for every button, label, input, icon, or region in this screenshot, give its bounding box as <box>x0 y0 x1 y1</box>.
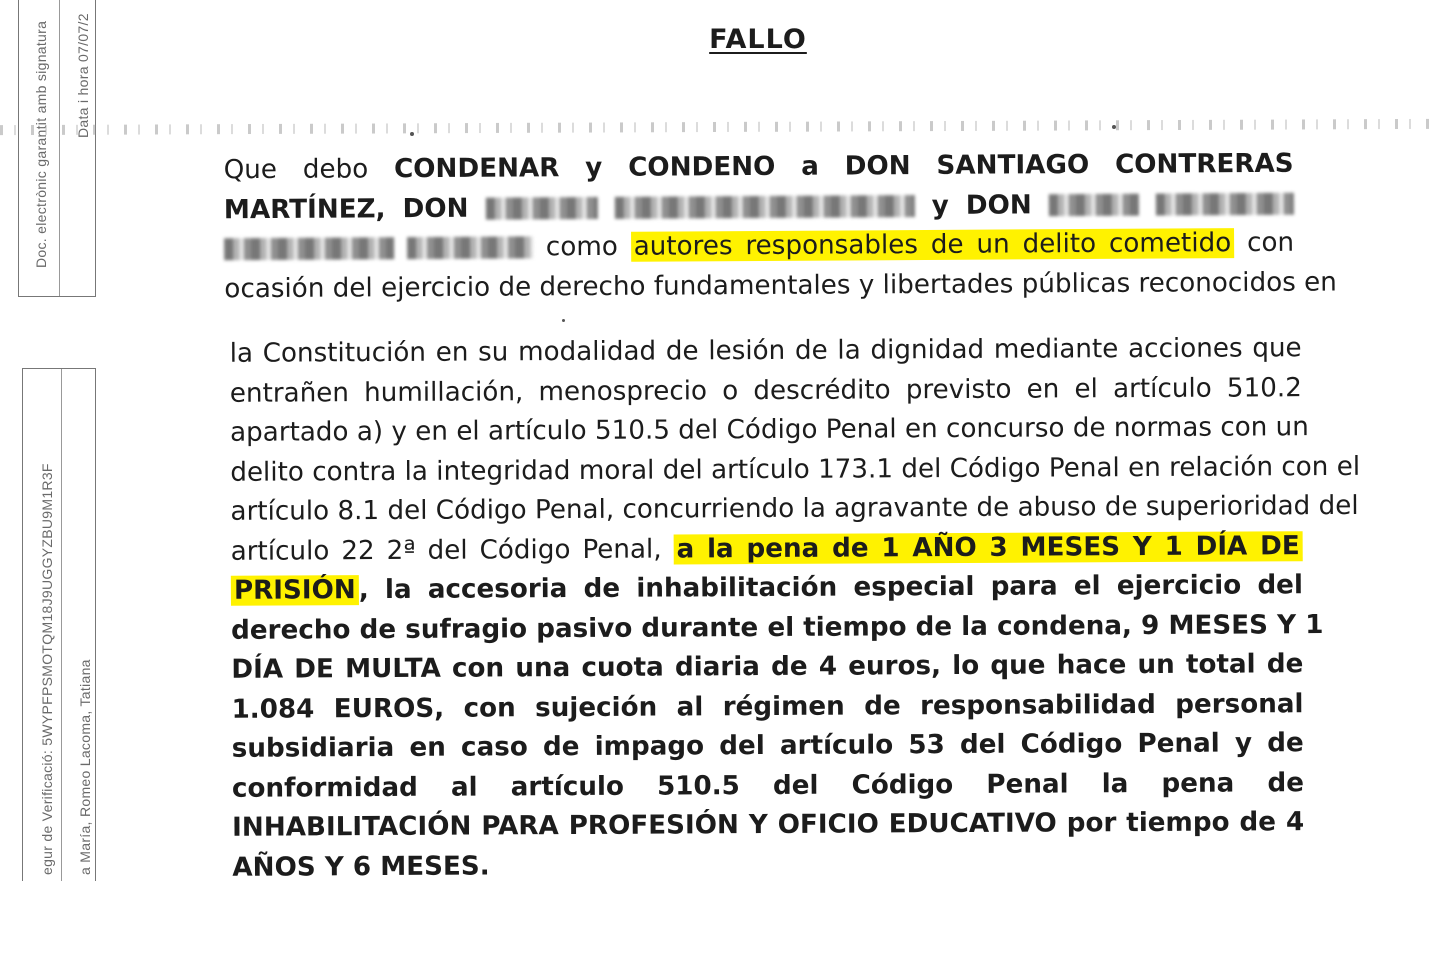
stamp-divider <box>61 369 62 881</box>
verification-stamp-box <box>22 368 96 881</box>
text-line: apartado a) y en el artículo 510.5 del Código Penal en concurso de normas con un <box>229 412 1309 448</box>
scan-speck <box>562 319 565 322</box>
highlight: a la pena de 1 AÑO 3 MESES Y 1 DÍA DE <box>674 531 1303 564</box>
text-line: la Constitución en su modalidad de lesión de la dignidad mediante acciones que <box>229 333 1302 369</box>
verification-code-text: egur de Verificació: 5WYPFPSMOTQM18J9UGGYZBU9M1R3F <box>39 463 55 875</box>
text-line: subsidiaria en caso de impago del artículo 53 del Código Penal y de <box>231 728 1304 764</box>
text-line: MARTÍNEZ, DON y DON <box>224 184 1294 230</box>
scan-speck <box>1112 125 1116 129</box>
paragraph-condena <box>223 145 1337 310</box>
scan-noise-line <box>0 119 1440 135</box>
redacted-name <box>224 237 394 260</box>
text-line: artículo 8.1 del Código Penal, concurriendo la agravante de abuso de superioridad del <box>230 490 1359 527</box>
text-line: Que debo CONDENAR y CONDENO a DON SANTIAGO CONTRERAS <box>223 148 1294 186</box>
signer-name-text: a María, Romeo Lacoma, Tatiana <box>77 659 93 875</box>
text-line: artículo 22 2ª del Código Penal, a la pena de 1 AÑO 3 MESES Y 1 DÍA DE <box>231 527 1303 572</box>
text-line: INHABILITACIÓN PARA PROFESIÓN Y OFICIO EDUCATIVO por tiempo de 4 <box>232 807 1305 843</box>
redacted-name <box>486 196 598 219</box>
text-line: AÑOS Y 6 MESES. <box>232 850 490 883</box>
scan-speck <box>410 132 414 136</box>
text-line: ocasión del ejercicio de derecho fundamentales y libertades públicas reconocidos en <box>224 266 1337 304</box>
redacted-name <box>407 236 533 259</box>
page-title: FALLO <box>709 24 807 55</box>
text-line: conformidad al artículo 510.5 del Código Penal la pena de <box>231 767 1304 804</box>
text-line: como autores responsables de un delito cometido con <box>224 224 1294 270</box>
highlight: autores responsables de un delito cometido <box>631 228 1235 262</box>
highlight: PRISIÓN <box>231 575 359 606</box>
text-line: 1.084 EUROS, con sujeción al régimen de responsabilidad personal <box>231 688 1304 725</box>
redacted-name <box>615 195 915 219</box>
timestamp-stamp-text: Data i hora 07/07/2 <box>75 13 91 138</box>
text-line: PRISIÓN , la accesoria de inhabilitación especial para el ejercicio del <box>231 566 1303 611</box>
text-line: entrañen humillación, menosprecio o descrédito previsto en el artículo 510.2 <box>229 372 1302 409</box>
text-line: delito contra la integridad moral del artículo 173.1 del Código Penal en relación con el <box>230 451 1361 488</box>
redacted-name <box>1049 193 1139 216</box>
text-line: derecho de sufragio pasivo durante el tiempo de la condena, 9 MESES Y 1 <box>231 609 1324 646</box>
signature-stamp-text: Doc. electrònic garantit amb signatura <box>33 20 49 268</box>
text-line: DÍA DE MULTA con una cuota diaria de 4 euros, lo que hace un total de <box>231 649 1304 685</box>
paragraph-pena <box>229 329 1361 888</box>
redacted-name <box>1156 192 1294 215</box>
